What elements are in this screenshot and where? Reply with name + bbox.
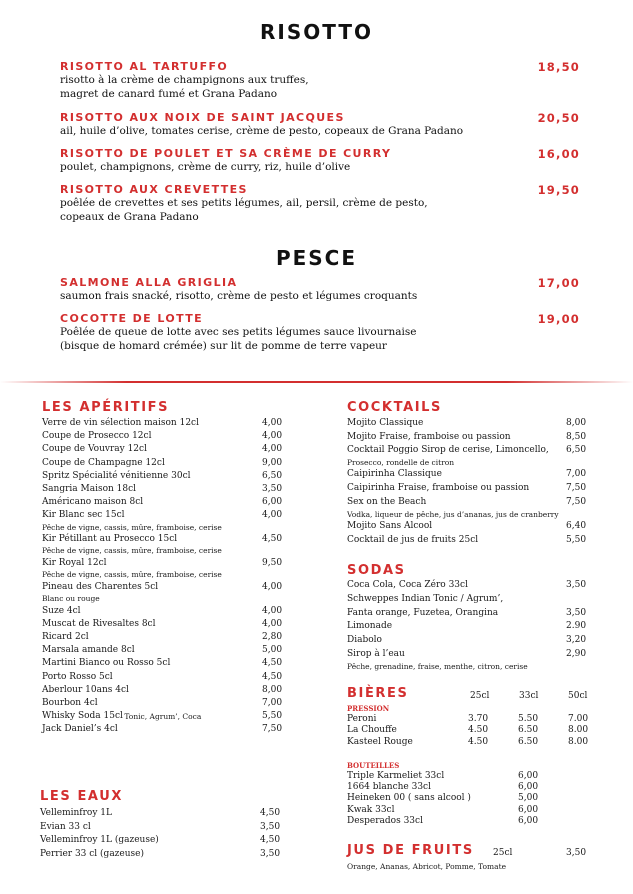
- item-name: Ricard 2cl: [42, 632, 89, 642]
- item-name: Sirop à l’eau: [347, 649, 405, 659]
- jus-title: JUS DE FRUITS: [347, 843, 474, 858]
- beer-name: Kwak 33cl: [347, 804, 395, 815]
- item-name: Sex on the Beach: [347, 496, 427, 507]
- item-name: Coupe de Prosecco 12cl: [42, 431, 152, 442]
- beer-col-50: 50cl: [568, 691, 588, 701]
- dish-item: [60, 60, 580, 101]
- item-name: Schweppes Indian Tonic / Agrum’,: [347, 593, 504, 604]
- item-name: Jack Daniel’s 4cl: [42, 724, 118, 735]
- item-name: Coca Cola, Coca Zéro 33cl: [347, 580, 468, 590]
- beer-name: La Chouffe: [347, 725, 397, 736]
- dish-description: poêlée de crevettes et ses petits légumes, ail, persil, crème de pesto,: [60, 197, 428, 209]
- beer-name: Peroni: [347, 714, 377, 724]
- item-price: 5,50: [566, 534, 587, 545]
- item-price: 4,00: [262, 510, 283, 521]
- item-name: Aberlour 10ans 4cl: [42, 684, 129, 695]
- item-name: Cocktail de jus de fruits 25cl: [347, 534, 479, 545]
- dish-item: [60, 276, 580, 303]
- beer-price: 6,00: [518, 804, 539, 815]
- item-price: 5,50: [262, 711, 283, 722]
- beer-name: Triple Karmeliet 33cl: [347, 771, 445, 781]
- item-price: 8,00: [566, 418, 587, 428]
- item-name: Kir Pétillant au Prosecco 15cl: [42, 534, 178, 545]
- item-name: Mojito Classique: [347, 418, 424, 428]
- jus-sub: Orange, Ananas, Abricot, Pomme, Tomate: [347, 862, 507, 871]
- item-detail: Pêche de vigne, cassis, mûre, framboise, cerise: [42, 546, 222, 556]
- item-price: 5,00: [262, 645, 283, 656]
- item-price: 4,50: [262, 658, 283, 669]
- dish-description: saumon frais snacké, risotto, crème de pesto et légumes croquants: [60, 290, 418, 302]
- item-price: 4,00: [262, 431, 283, 442]
- dish-name: SALMONE ALLA GRIGLIA: [60, 276, 238, 289]
- item-name: Coupe de Champagne 12cl: [42, 457, 165, 468]
- item-name: Diabolo: [347, 635, 382, 646]
- item-name: Cocktail Poggio Sirop de cerise, Limoncello,: [347, 445, 549, 456]
- dish-description: magret de canard fumé et Grana Padano: [60, 88, 278, 100]
- item-name: Caipirinha Classique: [347, 469, 442, 480]
- item-price: 4,00: [262, 618, 283, 629]
- beer-price: 8.00: [568, 736, 589, 747]
- item-price: 7,50: [566, 483, 587, 494]
- item-detail: Pêche de vigne, cassis, mûre, framboise, cerise: [42, 522, 222, 532]
- item-detail: Blanc ou rouge: [42, 594, 100, 603]
- dish-description: copeaux de Grana Padano: [60, 211, 199, 223]
- beer-col-33: 33cl: [519, 691, 539, 701]
- item-price: 2.90: [566, 621, 587, 632]
- dish-item: [60, 111, 580, 138]
- item-name: Marsala amande 8cl: [42, 645, 135, 656]
- aperitifs-title: LES APÉRITIFS: [42, 400, 170, 415]
- beer-name: Desperados 33cl: [347, 815, 423, 826]
- item-price: 2,90: [566, 649, 587, 659]
- beer-price: 4.50: [468, 725, 489, 736]
- dish-name: RISOTTO AUX NOIX DE SAINT JACQUES: [60, 111, 345, 124]
- item-name: Porto Rosso 5cl: [42, 671, 113, 682]
- risotto-title: RISOTTO: [260, 20, 373, 44]
- item-name: Suze 4cl: [42, 605, 81, 616]
- dish-item: [60, 147, 580, 174]
- dish-name: RISOTTO DE POULET ET SA CRÈME DE CURRY: [60, 147, 392, 160]
- dish-description: Poêlée de queue de lotte avec ses petits légumes sauce livournaise: [60, 326, 417, 338]
- sodas-title: SODAS: [347, 563, 406, 578]
- bouteilles-label: BOUTEILLES: [347, 761, 400, 770]
- beer-name: Heineken 00 ( sans alcool ): [347, 793, 471, 804]
- beer-price: 6.50: [518, 736, 539, 747]
- item-price: 3,50: [260, 848, 281, 859]
- item-price: 7,00: [566, 469, 587, 480]
- cocktails-title: COCKTAILS: [347, 400, 443, 415]
- item-price: 9,00: [262, 457, 283, 468]
- item-name: Verre de vin sélection maison 12cl: [42, 418, 199, 428]
- beer-name: 1664 blanche 33cl: [347, 782, 431, 793]
- item-price: 6,50: [262, 470, 283, 481]
- item-name: Coupe de Vouvray 12cl: [42, 444, 147, 455]
- beer-price: 6.50: [518, 725, 539, 736]
- beer-price: 6,00: [518, 815, 539, 826]
- eaux-title: LES EAUX: [40, 789, 123, 804]
- item-detail: Pêche, grenadine, fraise, menthe, citron, cerise: [347, 661, 528, 671]
- item-name: Caipirinha Fraise, framboise ou passion: [347, 483, 530, 494]
- item-price: 4,50: [260, 808, 281, 818]
- item-name: Kir Blanc sec 15cl: [42, 510, 125, 521]
- item-name: Américano maison 8cl: [42, 497, 144, 508]
- item-name: Fanta orange, Fuzetea, Orangina: [347, 607, 499, 618]
- beer-price: 6,00: [518, 771, 539, 781]
- item-price: 3,50: [262, 484, 283, 494]
- item-detail: Vodka, liqueur de pêche, jus d’ananas, jus de cranberry: [347, 509, 559, 519]
- item-detail: Prosecco, rondelle de citron: [347, 458, 455, 468]
- section-divider: [0, 381, 633, 383]
- item-price: 4,50: [260, 835, 281, 845]
- item-price: 4,50: [262, 671, 283, 682]
- item-price: 4,00: [262, 418, 283, 428]
- item-price: 3,20: [566, 635, 587, 646]
- item-name: Mojito Sans Alcool: [347, 520, 433, 531]
- item-price: 8,50: [566, 431, 587, 442]
- item-price: 2,80: [262, 632, 283, 642]
- beer-col-25: 25cl: [470, 691, 490, 701]
- item-name: Sangria Maison 18cl: [42, 484, 137, 494]
- dish-price: 20,50: [537, 111, 580, 125]
- item-price: 4,00: [262, 605, 283, 616]
- item-price: 7,50: [566, 496, 587, 507]
- item-name: Muscat de Rivesaltes 8cl: [42, 618, 156, 629]
- item-detail: Pêche de vigne, cassis, mûre, framboise, cerise: [42, 570, 222, 580]
- item-name: Evian 33 cl: [40, 821, 91, 832]
- item-price: 3,50: [260, 821, 281, 832]
- dish-description: poulet, champignons, crème de curry, riz, huile d’olive: [60, 161, 351, 173]
- beer-price: 6,00: [518, 782, 539, 793]
- dish-description: (bisque de homard crémée) sur lit de pomme de terre vapeur: [60, 340, 387, 352]
- dish-item: [60, 312, 580, 353]
- item-name: Whisky Soda 15cl: [42, 711, 123, 722]
- item-price: 6,50: [566, 445, 587, 456]
- item-price: 8,00: [262, 684, 283, 695]
- item-price: 7,00: [262, 698, 283, 708]
- item-name: Velleminfroy 1L: [40, 808, 112, 818]
- item-name: Bourbon 4cl: [42, 698, 98, 708]
- beer-price: 7.00: [568, 714, 589, 724]
- item-note: Tonic, Agrum’, Coca: [124, 712, 202, 722]
- item-price: 3,50: [566, 580, 587, 590]
- jus-size: 25cl: [493, 848, 513, 858]
- beer-price: 4.50: [468, 736, 489, 747]
- dish-description: ail, huile d’olive, tomates cerise, crème de pesto, copeaux de Grana Padano: [60, 125, 464, 137]
- dish-price: 18,50: [537, 60, 580, 74]
- item-name: Velleminfroy 1L (gazeuse): [40, 835, 159, 845]
- dish-item: [60, 183, 580, 224]
- item-name: Pineau des Charentes 5cl: [42, 581, 159, 592]
- item-name: Spritz Spécialité vénitienne 30cl: [42, 470, 191, 481]
- dish-price: 16,00: [537, 147, 580, 161]
- item-price: 7,50: [262, 724, 283, 735]
- item-price: 3,50: [566, 607, 587, 618]
- item-price: 9,50: [262, 558, 283, 568]
- item-name: Martini Bianco ou Rosso 5cl: [42, 658, 171, 669]
- dish-description: risotto à la crème de champignons aux truffes,: [60, 74, 309, 86]
- beer-price: 5.50: [518, 714, 539, 724]
- item-price: 4,00: [262, 581, 283, 592]
- pesce-title: PESCE: [275, 246, 358, 270]
- jus-price: 3,50: [566, 848, 587, 858]
- beer-price: 5,00: [518, 793, 539, 804]
- item-name: Kir Royal 12cl: [42, 558, 107, 568]
- dish-price: 17,00: [537, 276, 580, 290]
- dish-name: RISOTTO AL TARTUFFO: [60, 60, 229, 73]
- item-price: 4,00: [262, 444, 283, 455]
- bieres-title: BIÈRES: [347, 686, 409, 701]
- item-name: Limonade: [347, 621, 393, 632]
- item-price: 6,40: [566, 520, 587, 531]
- item-price: 6,00: [262, 497, 283, 508]
- item-name: Mojito Fraise, framboise ou passion: [347, 431, 511, 442]
- beer-name: Kasteel Rouge: [347, 736, 413, 747]
- item-price: 4,50: [262, 534, 283, 545]
- dish-price: 19,00: [537, 312, 580, 326]
- beer-price: 3.70: [468, 714, 489, 724]
- dish-name: COCOTTE DE LOTTE: [60, 312, 204, 325]
- dish-price: 19,50: [537, 183, 580, 197]
- dish-name: RISOTTO AUX CREVETTES: [60, 183, 248, 196]
- item-name: Perrier 33 cl (gazeuse): [40, 848, 145, 859]
- pression-label: PRESSION: [347, 704, 390, 713]
- beer-price: 8.00: [568, 725, 589, 736]
